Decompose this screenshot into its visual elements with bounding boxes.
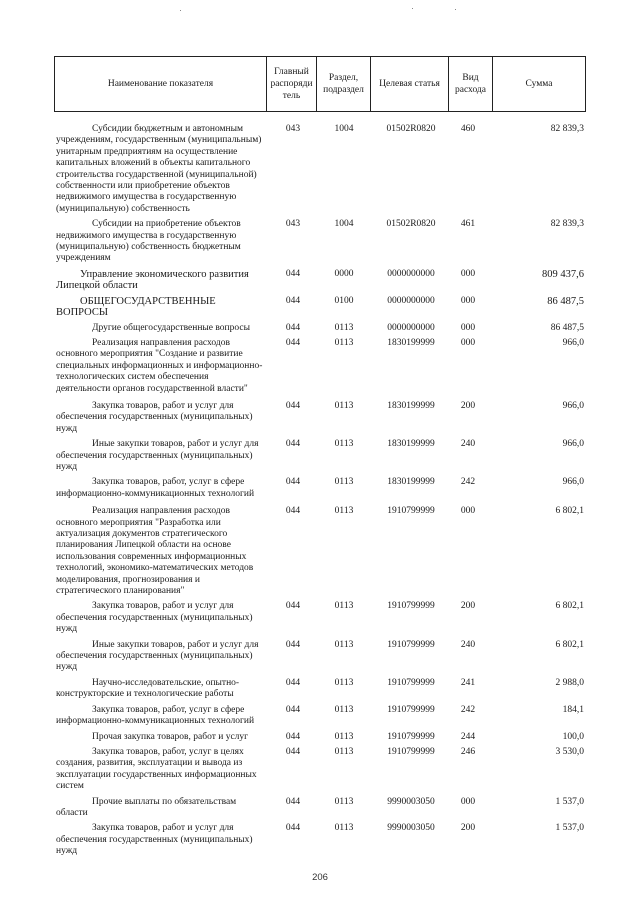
table-row bbox=[54, 705, 586, 728]
table-row bbox=[54, 747, 586, 793]
table-row bbox=[54, 601, 586, 635]
row-target-article: 1830199999 bbox=[387, 477, 435, 488]
row-expense-type: 200 bbox=[460, 823, 476, 834]
row-name bbox=[54, 732, 264, 743]
table-row bbox=[54, 401, 586, 435]
row-sum: 966,0 bbox=[562, 400, 584, 411]
row-name-text: Закупка товаров, работ, услуг в целях создания, развития, эксплуатации и вывода из эксплуатации государственных информационных систем bbox=[56, 746, 257, 792]
row-target-article: 01502R0820 bbox=[386, 219, 436, 230]
row-expense-type: 244 bbox=[460, 731, 476, 742]
header-sum: Сумма bbox=[525, 79, 553, 89]
table-row bbox=[54, 640, 586, 674]
table-row bbox=[54, 269, 586, 292]
row-target-article: 0000000000 bbox=[387, 268, 435, 279]
row-target-article: 1910799999 bbox=[387, 704, 435, 715]
scan-speck bbox=[180, 10, 181, 11]
row-name-text: Прочие выплаты по обязательствам области bbox=[56, 796, 237, 818]
row-target-article: 1910799999 bbox=[387, 746, 435, 757]
row-name bbox=[54, 269, 264, 292]
row-name-text: Научно-исследовательские, опытно-конструкторские и технологические работы bbox=[56, 677, 240, 700]
row-target-article: 0000000000 bbox=[387, 322, 435, 333]
row-section: 1004 bbox=[334, 124, 354, 134]
scan-speck bbox=[412, 8, 413, 9]
table-row bbox=[54, 797, 586, 820]
row-main-manager: 043 bbox=[285, 219, 301, 230]
row-name bbox=[54, 323, 264, 334]
row-section: 0113 bbox=[334, 746, 354, 757]
row-section: 0113 bbox=[334, 400, 354, 411]
row-section: 1004 bbox=[334, 219, 354, 230]
table-row bbox=[54, 439, 586, 473]
row-target-article: 1910799999 bbox=[387, 731, 435, 742]
row-section: 0113 bbox=[334, 796, 354, 807]
row-target-article: 1830199999 bbox=[387, 439, 435, 450]
row-sum: 966,0 bbox=[562, 337, 584, 348]
row-section: 0113 bbox=[334, 601, 354, 612]
row-main-manager: 044 bbox=[285, 601, 301, 612]
row-expense-type: 246 bbox=[460, 746, 476, 757]
table-row bbox=[54, 477, 586, 500]
row-name bbox=[54, 823, 264, 857]
row-section: 0000 bbox=[334, 268, 354, 279]
table-row bbox=[54, 296, 586, 319]
row-main-manager: 044 bbox=[285, 731, 301, 742]
row-target-article: 1910799999 bbox=[387, 639, 435, 650]
row-sum: 966,0 bbox=[562, 439, 584, 450]
row-expense-type: 242 bbox=[460, 704, 476, 715]
table-row bbox=[54, 506, 586, 597]
row-sum: 82 839,3 bbox=[550, 124, 584, 134]
row-name-text: Иные закупки товаров, работ и услуг для обеспечения государственных (муниципальных) нужд bbox=[56, 639, 259, 673]
row-target-article: 1910799999 bbox=[387, 677, 435, 688]
row-name-text: Закупка товаров, работ и услуг для обеспечения государственных (муниципальных) нужд bbox=[56, 823, 253, 857]
row-expense-type: 200 bbox=[460, 400, 476, 411]
row-sum: 86 487,5 bbox=[547, 295, 584, 307]
row-main-manager: 044 bbox=[285, 477, 301, 488]
row-sum: 3 530,0 bbox=[555, 746, 584, 757]
row-section: 0113 bbox=[334, 704, 354, 715]
row-name bbox=[54, 797, 264, 820]
row-name bbox=[54, 601, 264, 635]
row-sum: 6 802,1 bbox=[555, 639, 584, 650]
table-row bbox=[54, 732, 586, 743]
row-main-manager: 044 bbox=[285, 322, 301, 333]
row-target-article: 01502R0820 bbox=[386, 124, 436, 134]
row-sum: 809 437,6 bbox=[542, 268, 584, 280]
row-name bbox=[54, 338, 264, 395]
row-section: 0113 bbox=[334, 506, 354, 517]
row-name-text: Закупка товаров, работ и услуг для обеспечения государственных (муниципальных) нужд bbox=[56, 601, 253, 635]
row-name-text: Реализация направления расходов основного мероприятия "Создание и развитие специальных информационных и информационно-технологических систем обеспечения деятельности органов государственной власти" bbox=[56, 337, 263, 394]
row-name-text: Другие общегосударственные вопросы bbox=[92, 322, 250, 333]
row-target-article: 1830199999 bbox=[387, 400, 435, 411]
table-row bbox=[54, 338, 586, 395]
row-main-manager: 044 bbox=[285, 704, 301, 715]
row-main-manager: 044 bbox=[285, 295, 301, 306]
row-target-article: 9990003050 bbox=[387, 823, 435, 834]
row-sum: 2 988,0 bbox=[555, 677, 584, 688]
table-row bbox=[54, 823, 586, 857]
row-name-text: Закупка товаров, работ, услуг в сфере информационно-коммуникационных технологий bbox=[56, 477, 255, 499]
row-expense-type: 460 bbox=[460, 124, 476, 134]
row-sum: 6 802,1 bbox=[555, 601, 584, 612]
row-target-article: 1910799999 bbox=[387, 506, 435, 517]
row-section: 0113 bbox=[334, 823, 354, 834]
row-sum: 6 802,1 bbox=[555, 506, 584, 517]
scan-speck bbox=[455, 9, 456, 10]
row-name-text: Прочая закупка товаров, работ и услуг bbox=[92, 731, 249, 742]
row-section: 0100 bbox=[334, 295, 354, 306]
row-sum: 1 537,0 bbox=[555, 796, 584, 807]
row-expense-type: 000 bbox=[460, 506, 476, 517]
row-name-text: Закупка товаров, работ, услуг в сфере информационно-коммуникационных технологий bbox=[56, 704, 255, 727]
row-main-manager: 044 bbox=[285, 400, 301, 411]
row-main-manager: 043 bbox=[285, 124, 301, 134]
row-target-article: 1910799999 bbox=[387, 601, 435, 612]
row-target-article: 1830199999 bbox=[387, 337, 435, 348]
row-expense-type: 000 bbox=[460, 268, 476, 279]
page-number: 206 bbox=[312, 872, 328, 883]
row-main-manager: 044 bbox=[285, 796, 301, 807]
row-name bbox=[54, 124, 264, 215]
row-section: 0113 bbox=[334, 731, 354, 742]
row-expense-type: 000 bbox=[460, 295, 476, 306]
header-expense-type: Вид расхода bbox=[449, 57, 493, 111]
row-name bbox=[54, 747, 264, 793]
row-name-text: Субсидии на приобретение объектов недвижимого имущества в государственную (муниципальную) собственность бюджетным учреждениям bbox=[56, 219, 241, 264]
header-target-article: Целевая статья bbox=[371, 57, 449, 111]
row-name bbox=[54, 439, 264, 473]
table-row bbox=[54, 678, 586, 701]
row-expense-type: 000 bbox=[460, 322, 476, 333]
row-main-manager: 044 bbox=[285, 746, 301, 757]
row-sum: 100,0 bbox=[562, 731, 584, 742]
row-name bbox=[54, 506, 264, 597]
row-name-text: Управление экономического развития Липецкой области bbox=[56, 268, 249, 292]
header-section: Раздел, подраздел bbox=[317, 57, 371, 111]
row-expense-type: 000 bbox=[460, 337, 476, 348]
row-name bbox=[54, 219, 264, 265]
row-section: 0113 bbox=[334, 439, 354, 450]
row-sum: 82 839,3 bbox=[550, 219, 584, 230]
table-row bbox=[54, 124, 586, 215]
row-name-text: Закупка товаров, работ и услуг для обеспечения государственных (муниципальных) нужд bbox=[56, 400, 253, 434]
row-main-manager: 044 bbox=[285, 506, 301, 517]
row-main-manager: 044 bbox=[285, 268, 301, 279]
row-expense-type: 000 bbox=[460, 796, 476, 807]
row-name-text: Реализация направления расходов основного мероприятия "Разработка или актуализация документов стратегического планирования Липецкой области на основе использования современных информационных технологий, экономико-математических методов моделирования, прогнозирования и стратегического планирования" bbox=[56, 506, 254, 597]
row-expense-type: 242 bbox=[460, 477, 476, 488]
row-section: 0113 bbox=[334, 639, 354, 650]
header-name: Наименование показателя bbox=[55, 57, 267, 111]
row-sum: 966,0 bbox=[562, 477, 584, 488]
row-main-manager: 044 bbox=[285, 639, 301, 650]
row-expense-type: 240 bbox=[460, 639, 476, 650]
row-name-text: Субсидии бюджетным и автономным учреждениям, государственным (муниципальным) унитарным предприятиям на осуществление капитальных вложений в объекты капитального строительства государственной (муниципальной) собственности или приобретение объектов недвижимого имущества в государственную (муниципальную) собственность bbox=[56, 124, 262, 214]
row-expense-type: 461 bbox=[460, 219, 476, 230]
row-name bbox=[54, 401, 264, 435]
row-name bbox=[54, 705, 264, 728]
header-main-manager: Главный распоряди тель bbox=[267, 57, 317, 111]
row-name bbox=[54, 296, 264, 319]
row-main-manager: 044 bbox=[285, 439, 301, 450]
row-section: 0113 bbox=[334, 322, 354, 333]
row-name-text: ОБЩЕГОСУДАРСТВЕННЫЕ ВОПРОСЫ bbox=[56, 295, 216, 319]
row-sum: 184,1 bbox=[562, 704, 584, 715]
row-section: 0113 bbox=[334, 677, 354, 688]
table-row bbox=[54, 323, 586, 334]
row-section: 0113 bbox=[334, 477, 354, 488]
row-main-manager: 044 bbox=[285, 337, 301, 348]
row-section: 0113 bbox=[334, 337, 354, 348]
row-name bbox=[54, 477, 264, 500]
row-name bbox=[54, 678, 264, 701]
row-expense-type: 240 bbox=[460, 439, 476, 450]
table-header bbox=[54, 56, 586, 112]
table-body bbox=[54, 124, 586, 862]
row-name-text: Иные закупки товаров, работ и услуг для обеспечения государственных (муниципальных) нужд bbox=[56, 439, 259, 472]
row-main-manager: 044 bbox=[285, 823, 301, 834]
row-expense-type: 200 bbox=[460, 601, 476, 612]
row-target-article: 9990003050 bbox=[387, 796, 435, 807]
row-sum: 1 537,0 bbox=[555, 823, 584, 834]
row-name bbox=[54, 640, 264, 674]
table-row bbox=[54, 219, 586, 265]
row-sum: 86 487,5 bbox=[550, 322, 584, 333]
row-main-manager: 044 bbox=[285, 677, 301, 688]
row-target-article: 0000000000 bbox=[387, 295, 435, 306]
row-expense-type: 241 bbox=[460, 677, 476, 688]
